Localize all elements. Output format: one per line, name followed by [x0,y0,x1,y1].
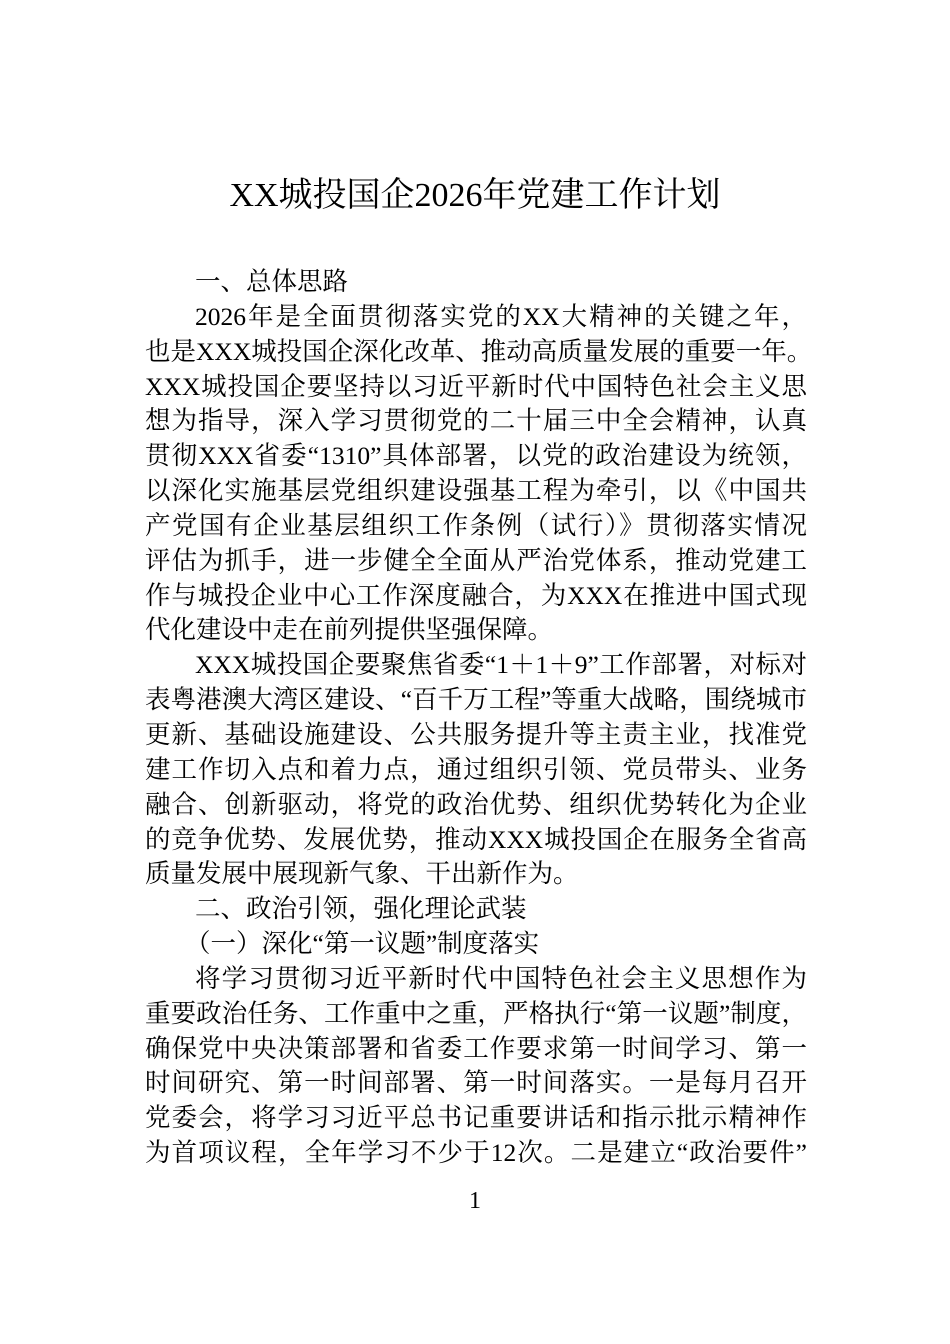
paragraph-1 [145,300,813,648]
text-line: 融合、创新驱动，将党的政治优势、组织优势转化为企业 [145,789,807,819]
text-line: 党委会，将学习习近平总书记重要讲话和指示批示精神作 [145,1103,807,1133]
text-line: 代化建设中走在前列提供坚强保障。 [145,615,554,645]
text-line: 想为指导，深入学习贯彻党的二十届三中全会精神，认真 [145,406,807,436]
text-line: XXX城投国企要坚持以习近平新时代中国特色社会主义思 [145,371,807,401]
text-line: 作与城投企业中心工作深度融合，为XXX在推进中国式现 [145,580,807,610]
text-line: 重要政治任务、工作重中之重，严格执行“第一议题”制度， [145,998,807,1028]
text-line: 也是XXX城投国企深化改革、推动高质量发展的重要一年。 [145,336,813,366]
text-line: 确保党中央决策部署和省委工作要求第一时间学习、第一 [145,1033,807,1063]
text-line: 2026年是全面贯彻落实党的XX大精神的关键之年， [195,301,807,331]
text-line: 质量发展中展现新气象、干出新作为。 [145,859,579,889]
paragraph-2 [145,648,807,892]
text-line: 以深化实施基层党组织建设强基工程为牵引，以《中国共 [145,476,807,506]
document-body [145,265,813,1171]
text-line: 贯彻XXX省委“1310”具体部署，以党的政治建设为统领， [145,441,807,471]
text-line: 表粤港澳大湾区建设、“百千万工程”等重大战略，围绕城市 [145,685,807,715]
text-line: 将学习贯彻习近平新时代中国特色社会主义思想作为 [195,963,807,993]
text-line: 建工作切入点和着力点，通过组织引领、党员带头、业务 [145,754,807,784]
page-number: 1 [469,1188,481,1214]
paragraph-3 [145,962,807,1171]
section-heading-2: 二、政治引领，强化理论武装 [195,894,527,924]
text-line: 时间研究、第一时间部署、第一时间落实。一是每月召开 [145,1068,807,1098]
text-line: 的竞争优势、发展优势，推动XXX城投国企在服务全省高 [145,824,807,854]
text-line: XXX城投国企要聚焦省委“1＋1＋9”工作部署，对标对 [195,650,807,680]
text-line: 更新、基础设施建设、公共服务提升等主责主业，找准党 [145,719,807,749]
section-heading-1: 一、总体思路 [195,267,349,296]
text-line: 为首项议程，全年学习不少于12次。二是建立“政治要件” [145,1138,807,1168]
subsection-heading-1: （一）深化“第一议题”制度落实 [185,929,540,959]
text-line: 产党国有企业基层组织工作条例（试行）》贯彻落实情况 [145,510,807,540]
text-line: 评估为抓手，进一步健全全面从严治党体系，推动党建工 [145,545,807,575]
document-title: XX城投国企2026年党建工作计划 [229,177,721,214]
